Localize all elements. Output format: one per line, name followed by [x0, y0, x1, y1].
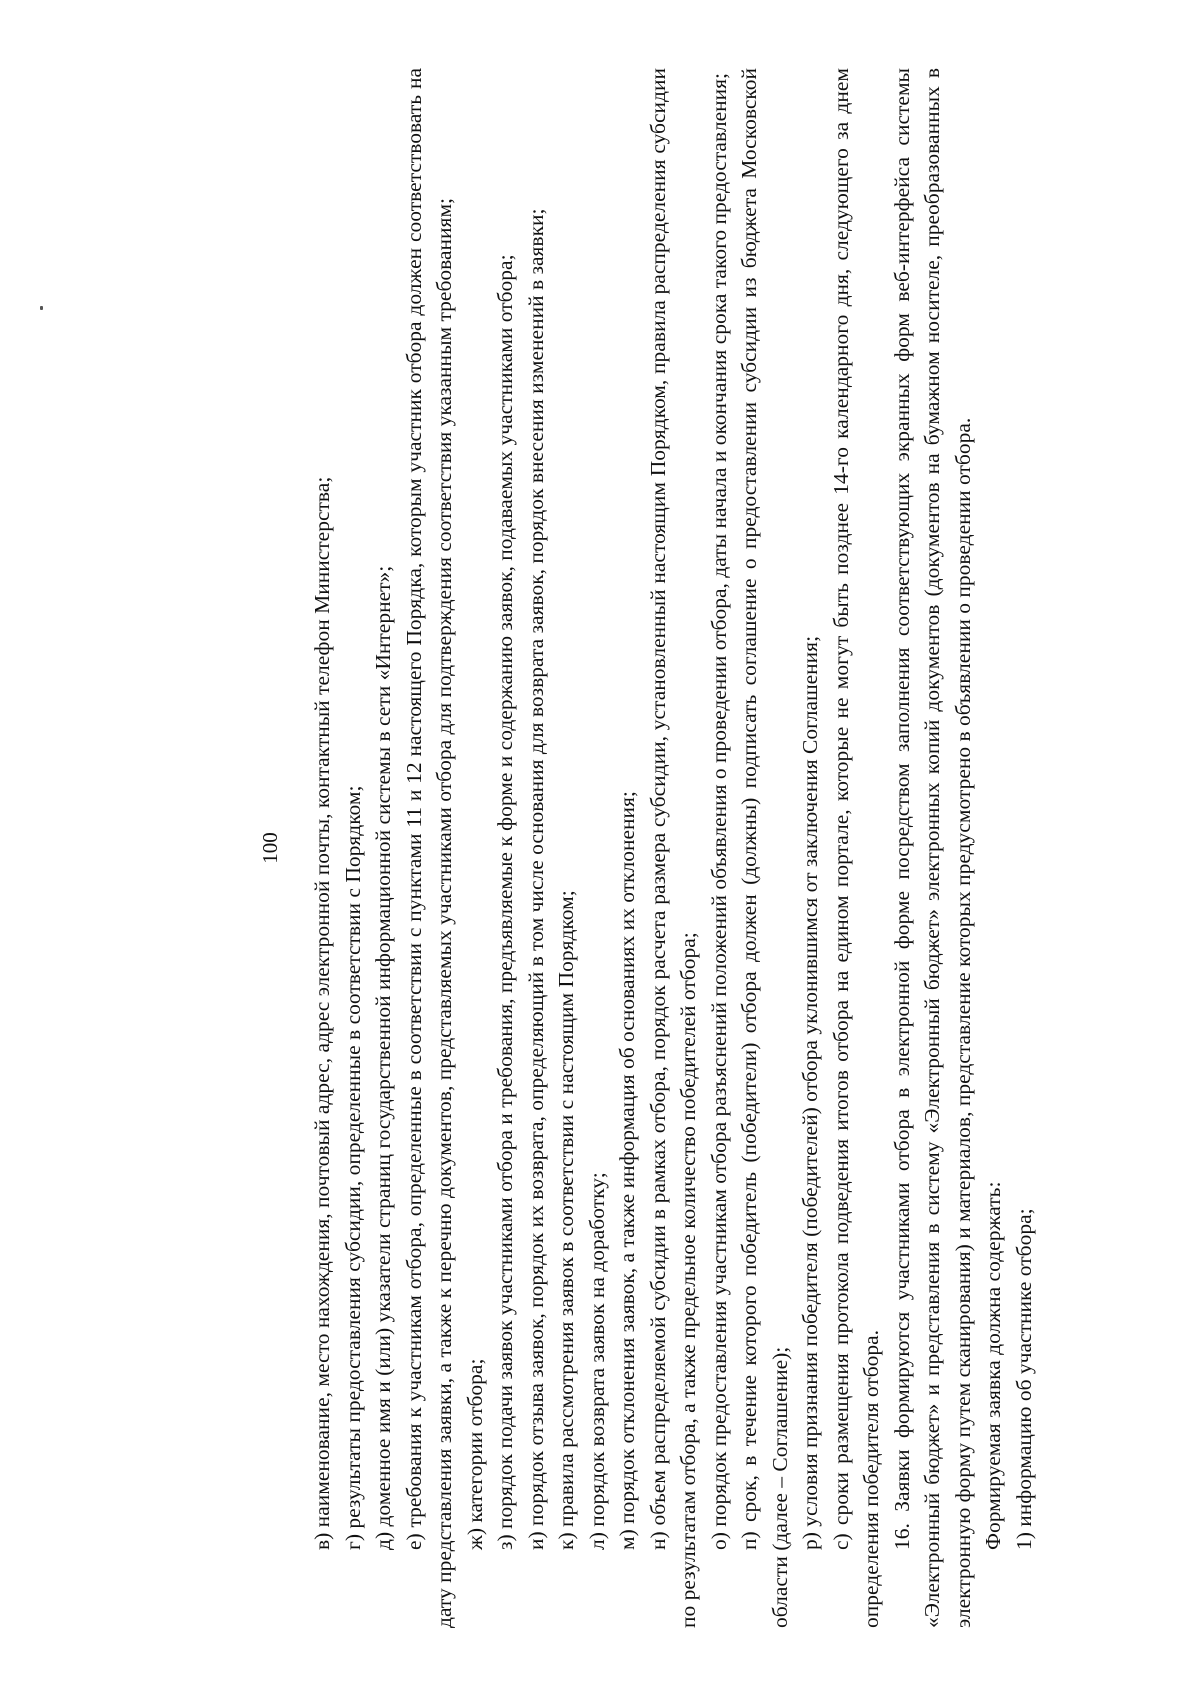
paragraph-16: 16. Заявки формируются участниками отбора в электронной форме посредством заполнения соответствующих экранных форм веб-интерфейса системы «Электронный бюджет» и представления в систему «Электронный бюджет» электронных копий документов (документов на бумажном носителе, преобразованных в электронную форму путем сканирования) и материалов, представление которых предусмотрено в объявлении о проведении отбора. [889, 68, 975, 1628]
paragraph-1: 1) информацию об участнике отбора; [1011, 1208, 1036, 1550]
paragraph-k: к) правила рассмотрения заявок в соответствии с настоящим Порядком; [554, 890, 578, 1550]
paragraph-l: л) порядок возврата заявок на доработку; [584, 1172, 609, 1550]
paragraph-r: р) условия признания победителя (победителей) отбора уклонившимся от заключения Соглашения; [798, 635, 822, 1550]
paragraph-d: д) доменное имя и (или) указатели страниц государственной информационной системы в сети «Интернет»; [371, 565, 395, 1550]
rotated-document-page [255, 68, 1155, 1628]
paragraph-m: м) порядок отклонения заявок, а также информация об основаниях их отклонения; [615, 791, 639, 1550]
paragraph-g: г) результаты предоставления субсидии, определенные в соответствии с Порядком; [340, 785, 365, 1550]
paragraph-e: е) требования к участникам отбора, определенные в соответствии с пунктами 11 и 12 настоящего Порядка, которым участник отбора должен соответствовать на дату представления заявки, а также к перечню документов, представляемых участниками отбора для подтверждения соответствия указанным требованиям; [401, 68, 456, 1628]
paragraph-s: с) сроки размещения протокола подведения итогов отбора на едином портале, которые не могут быть позднее 14-го календарного дня, следующего за днем определения победителя отбора. [828, 68, 883, 1628]
paragraph-n: н) объем распределяемой субсидии в рамках отбора, порядок расчета размера субсидии, установленный настоящим Порядком, правила распределения субсидии по результатам отбора, а также предельное количество победителей отбора; [645, 68, 700, 1628]
paragraph-z: з) порядок подачи заявок участниками отбора и требования, предъявляемые к форме и содержанию заявок, подаваемых участниками отбора; [493, 254, 517, 1550]
paragraph-v: в) наименование, место нахождения, почтовый адрес, адрес электронной почты, контактный телефон Министерства; [310, 476, 334, 1550]
document-body [307, 68, 1039, 1628]
paragraph-application-contents: Формируемая заявка должна содержать: [981, 1181, 1005, 1550]
paragraph-i: и) порядок отзыва заявок, порядок их возврата, определяющий в том числе основания для возврата заявок, порядок внесения изменений в заявки; [523, 208, 548, 1550]
page-number: 100 [258, 832, 282, 864]
paragraph-p: п) срок, в течение которого победитель (победители) отбора должен (должны) подписать соглашение о предоставлении субсидии из бюджета Московской области (далее – Соглашение); [737, 68, 792, 1628]
paragraph-zh: ж) категории отбора; [462, 1358, 487, 1550]
scan-speck [40, 306, 43, 310]
paragraph-o: о) порядок предоставления участникам отбора разъяснений положений объявления о проведении отбора, даты начала и окончания срока такого предоставления; [706, 73, 731, 1550]
